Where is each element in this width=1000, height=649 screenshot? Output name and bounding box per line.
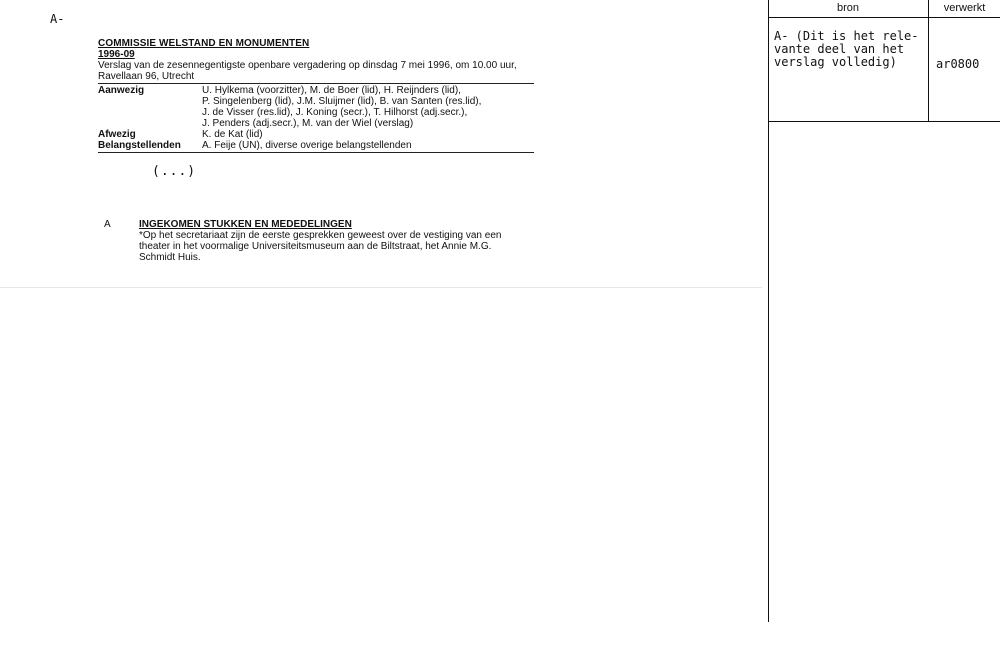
panel-border-left xyxy=(768,0,769,622)
section-title: INGEKOMEN STUKKEN EN MEDEDELINGEN xyxy=(139,219,352,230)
attendance-values xyxy=(202,85,534,129)
attendance-key: Aanwezig xyxy=(98,85,145,96)
scan-edge xyxy=(0,287,762,288)
attendance-line: A. Feije (UN), diverse overige belangstellenden xyxy=(202,140,412,151)
divider-bottom xyxy=(98,152,534,153)
divider-top xyxy=(98,83,534,84)
source-panel xyxy=(768,0,1000,622)
section-line: theater in het voormalige Universiteitsmuseum aan de Biltstraat, het Annie M.G. xyxy=(139,241,492,252)
attendance-line: P. Singelenberg (lid), J.M. Sluijmer (lid), B. van Santen (res.lid), xyxy=(202,96,482,107)
meeting-report xyxy=(98,38,534,154)
column-header-verwerkt: verwerkt xyxy=(943,2,986,14)
attendance-row-absent xyxy=(98,129,534,140)
attendance-line: J. Penders (adj.secr.), M. van der Wiel (verslag) xyxy=(202,118,414,129)
section-content xyxy=(139,219,524,263)
attendance-row-present xyxy=(98,85,534,129)
column-header-bron: bron xyxy=(836,2,860,14)
report-line-2: Ravellaan 96, Utrecht xyxy=(98,71,195,82)
omission-mark: (...) xyxy=(152,164,197,179)
attendance-line: K. de Kat (lid) xyxy=(202,129,263,140)
section-line: Schmidt Huis. xyxy=(139,252,201,263)
section-letter: A xyxy=(104,219,111,230)
panel-header-rule xyxy=(768,17,1000,18)
source-note: A- (Dit is het rele- vante deel van het verslag volledig) xyxy=(774,29,919,69)
panel-bottom-rule xyxy=(768,121,1000,122)
archive-code: ar0800 xyxy=(936,57,980,71)
report-number: 1996-09 xyxy=(98,49,135,60)
attendance-key: Belangstellenden xyxy=(98,140,181,151)
attendance-key: Afwezig xyxy=(98,129,136,140)
report-line-1: Verslag van de zesennegentigste openbare vergadering op dinsdag 7 mei 1996, om 10.00 uur, xyxy=(98,60,517,71)
attendance-table xyxy=(98,85,534,151)
panel-column-divider xyxy=(928,0,929,121)
attendance-line: J. de Visser (res.lid), J. Koning (secr.), T. Hilhorst (adj.secr.), xyxy=(202,107,468,118)
committee-title: COMMISSIE WELSTAND EN MONUMENTEN xyxy=(98,38,310,49)
corner-label: A- xyxy=(50,12,65,26)
attendance-line: U. Hylkema (voorzitter), M. de Boer (lid), H. Reijnders (lid), xyxy=(202,85,461,96)
section-line: *Op het secretariaat zijn de eerste gesprekken geweest over de vestiging van een xyxy=(139,230,502,241)
attendance-row-guests xyxy=(98,140,534,151)
